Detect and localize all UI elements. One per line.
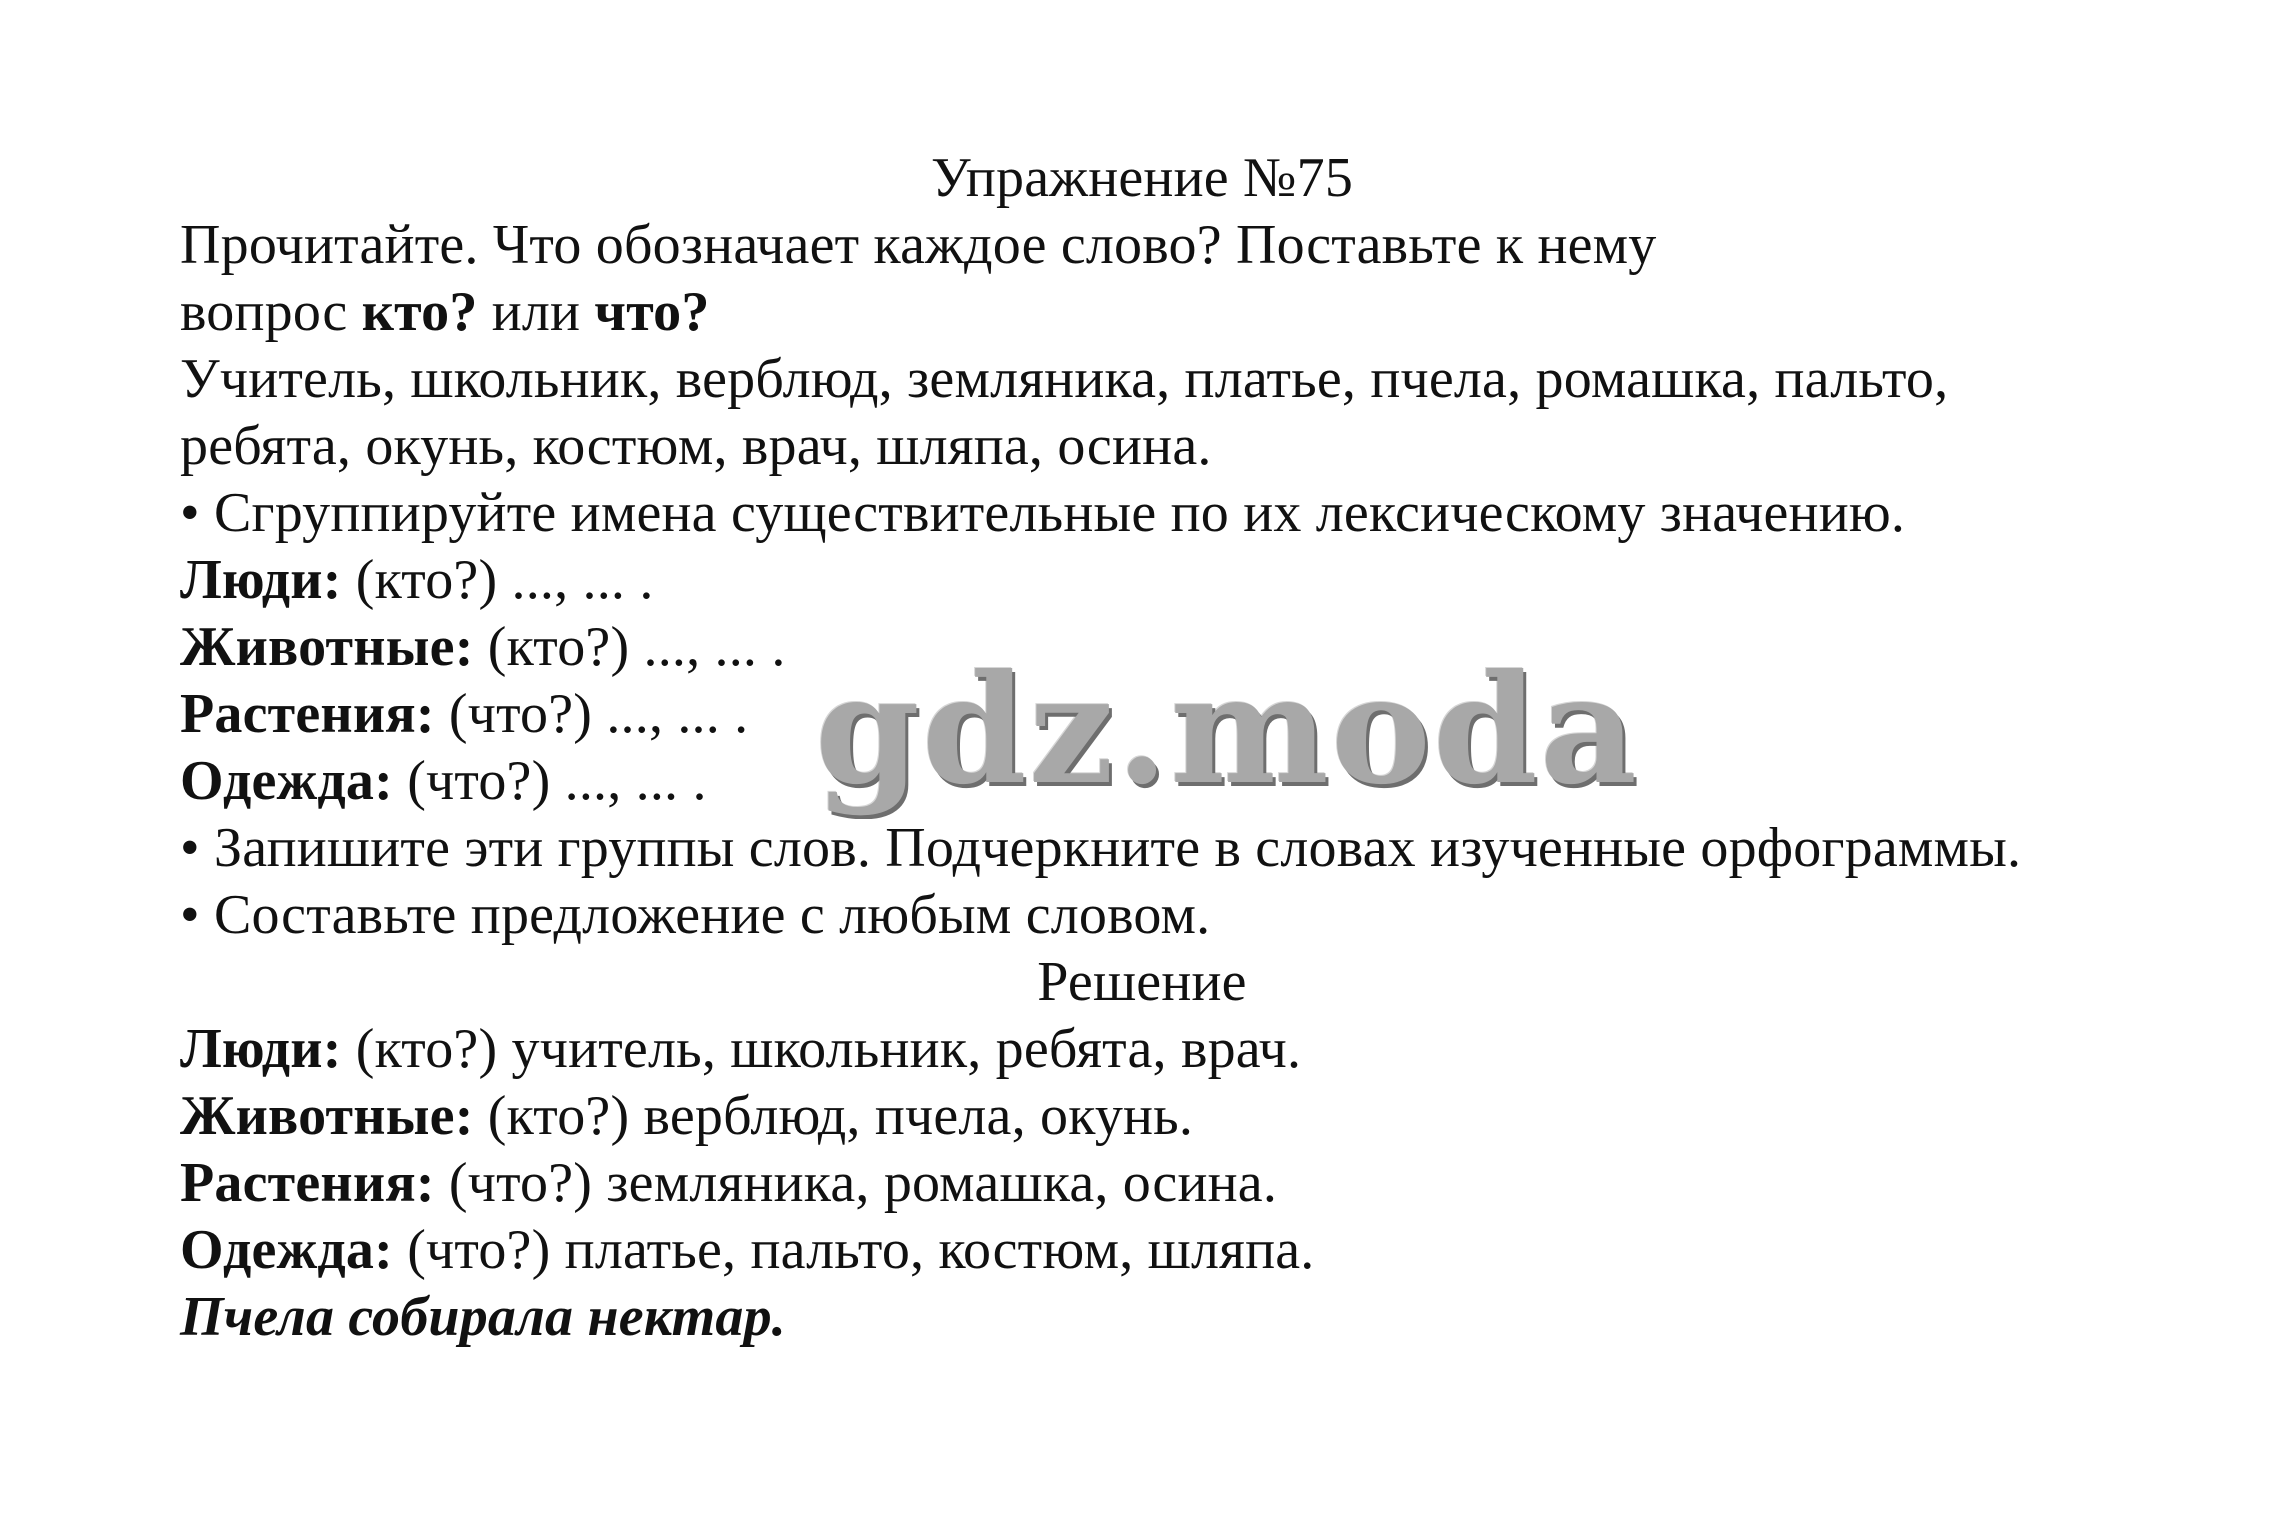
solution-group-people — [180, 1016, 1301, 1082]
task-line2-mid: или — [477, 281, 595, 343]
task-group-animals — [180, 614, 786, 680]
exercise-title: Упражнение №75 — [930, 147, 1354, 209]
watermark-logo: gdz.moda — [815, 642, 1640, 818]
solution-heading: Решение — [1037, 951, 1247, 1013]
task-group-clothes — [180, 748, 707, 814]
solution-sentence: Пчела собирала нектар. — [180, 1286, 786, 1348]
word-list-line-2: ребята, окунь, костюм, врач, шляпа, осина. — [180, 415, 1212, 477]
group-label: Растения: — [180, 683, 435, 745]
bullet-sentence-instruction: • Составьте предложение с любым словом. — [180, 884, 1211, 946]
group-placeholder: (что?) ..., ... . — [434, 683, 749, 745]
question-kto: кто? — [361, 281, 478, 343]
group-answer: (что?) платье, пальто, костюм, шляпа. — [393, 1219, 1315, 1281]
group-placeholder: (кто?) ..., ... . — [473, 616, 786, 678]
group-label: Одежда: — [180, 750, 393, 812]
group-answer: (что?) земляника, ромашка, осина. — [434, 1152, 1278, 1214]
bullet-group-instruction: • Сгруппируйте имена существительные по их лексическому значению. — [180, 482, 1906, 544]
task-group-people — [180, 547, 654, 613]
group-answer: (кто?) верблюд, пчела, окунь. — [473, 1085, 1194, 1147]
group-label: Люди: — [180, 1018, 342, 1080]
solution-group-clothes — [180, 1217, 1315, 1283]
group-placeholder: (кто?) ..., ... . — [341, 549, 654, 611]
group-label: Люди: — [180, 549, 342, 611]
task-instruction-line-2 — [180, 279, 710, 345]
question-chto: что? — [594, 281, 710, 343]
group-placeholder: (что?) ..., ... . — [393, 750, 707, 812]
task-instruction-line-1: Прочитайте. Что обозначает каждое слово? Поставьте к нему — [180, 214, 1657, 276]
group-label: Растения: — [180, 1152, 435, 1214]
solution-group-plants — [180, 1150, 1277, 1216]
task-group-plants — [180, 681, 748, 747]
word-list-line-1: Учитель, школьник, верблюд, земляника, платье, пчела, ромашка, пальто, — [180, 348, 1949, 410]
group-answer: (кто?) учитель, школьник, ребята, врач. — [341, 1018, 1302, 1080]
group-label: Одежда: — [180, 1219, 393, 1281]
group-label: Животные: — [180, 1085, 474, 1147]
solution-group-animals — [180, 1083, 1193, 1149]
task-line2-prefix: вопрос — [180, 281, 362, 343]
bullet-write-instruction: • Запишите эти группы слов. Подчеркните в словах изученные орфограммы. — [180, 817, 2022, 879]
group-label: Животные: — [180, 616, 474, 678]
